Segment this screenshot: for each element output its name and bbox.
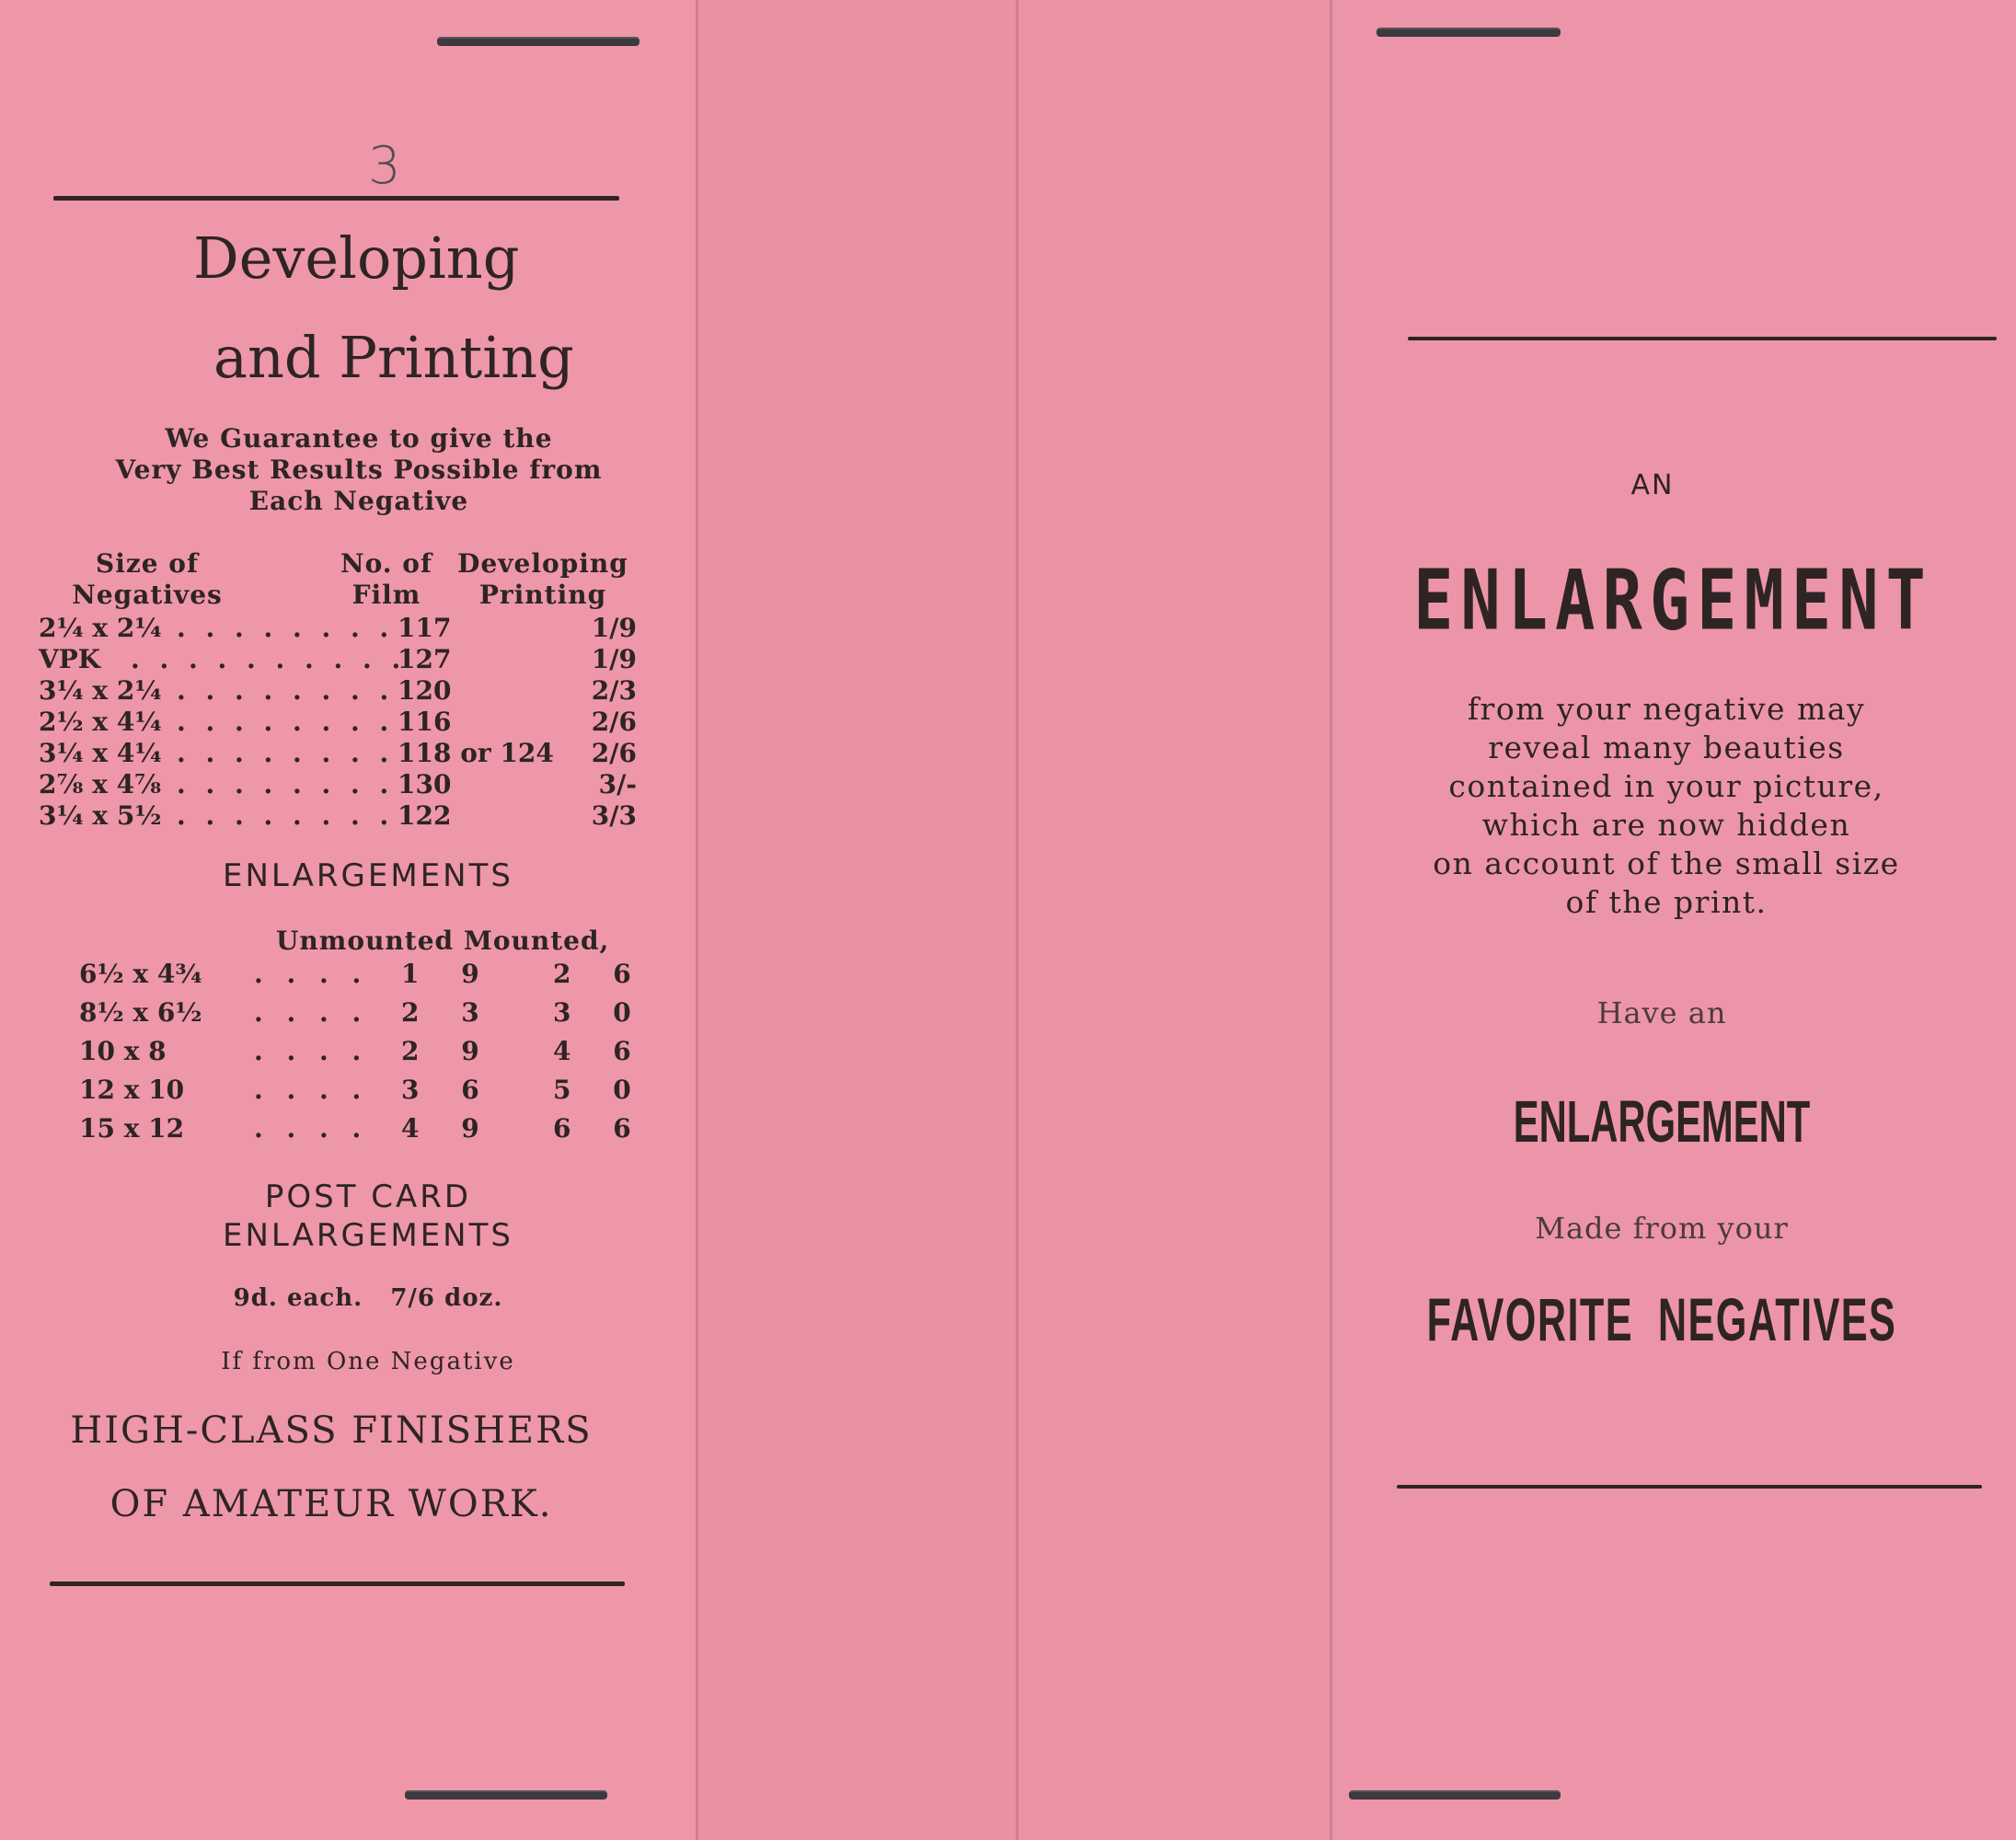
table-row [39, 675, 637, 707]
guarantee-line: Each Negative [248, 486, 469, 516]
header-film [313, 548, 460, 611]
neg-size: VPK [39, 644, 101, 674]
postcard-note: If from One Negative [221, 1348, 515, 1375]
enl-mounted: 3 0 [553, 997, 631, 1028]
table-row [79, 1113, 631, 1144]
header-film-line2: Film [351, 580, 421, 610]
title-line2: and Printing [213, 324, 574, 391]
neg-price: 3/- [598, 769, 637, 799]
enl-size: 10 x 8 [79, 1036, 167, 1066]
neg-film: 118 or 124 [397, 738, 554, 768]
enlargement-subheadline: ENLARGEMENT [1513, 1088, 1811, 1156]
neg-price: 3/3 [591, 800, 637, 831]
neg-size: 3¼ x 4¼ [39, 738, 162, 768]
made-from-text: Made from your [1535, 1211, 1789, 1246]
have-an-text: Have an [1596, 995, 1727, 1030]
neg-price: 1/9 [591, 644, 637, 674]
neg-film: 130 [397, 769, 452, 799]
staple [405, 1790, 607, 1800]
enl-unmounted: 1 9 [401, 959, 479, 989]
top-rule [1408, 337, 1997, 340]
leader-dots: . . . . [254, 1113, 369, 1144]
postcard-line1: POST CARD [264, 1179, 472, 1215]
enl-unmounted: 2 3 [401, 997, 479, 1028]
neg-size: 3¼ x 5½ [39, 800, 162, 831]
header-size-line2: Negatives [72, 580, 223, 610]
body-line: on account of the small size [1433, 845, 1900, 881]
staple [437, 37, 639, 46]
header-price [442, 548, 644, 611]
enlargement-headline: ENLARGEMENT [1413, 551, 1933, 649]
bottom-rule [1397, 1485, 1982, 1489]
body-line: reveal many beauties [1488, 730, 1845, 765]
enlargement-headers: Unmounted Mounted, [276, 926, 610, 956]
leader-dots: . . . . . . . . [177, 707, 395, 737]
neg-size: 2¼ x 2¼ [39, 613, 162, 643]
enl-mounted: 2 6 [553, 959, 631, 989]
handwritten-number: 3 [368, 136, 401, 196]
guarantee-line: We Guarantee to give the [165, 423, 553, 454]
leader-dots: . . . . [254, 959, 369, 989]
neg-size: 3¼ x 2¼ [39, 675, 162, 706]
body-line: from your negative may [1467, 691, 1866, 727]
neg-size: 2⅞ x 4⅞ [39, 769, 162, 799]
neg-film: 122 [397, 800, 452, 831]
guarantee-line: Very Best Results Possible from [115, 454, 603, 485]
header-film-line1: No. of [340, 548, 432, 579]
leader-dots: . . . . . . . . [177, 675, 395, 706]
enlargements-heading: ENLARGEMENTS [223, 857, 513, 894]
staple [1349, 1790, 1561, 1800]
postcard-price: 9d. each. 7/6 doz. [233, 1284, 503, 1312]
header-size-line1: Size of [95, 548, 200, 579]
right-panel [1331, 0, 2016, 1840]
enl-mounted: 4 6 [553, 1036, 631, 1066]
leader-dots: . . . . . . . . [177, 613, 395, 643]
staple [1377, 28, 1561, 37]
body-line: which are now hidden [1481, 807, 1851, 843]
header-price-line2: Printing [478, 580, 607, 610]
enl-size: 6½ x 4¾ [79, 959, 202, 989]
table-row [79, 1075, 631, 1106]
favorite-negatives: FAVORITE NEGATIVES [1426, 1285, 1897, 1354]
body-line: of the print. [1565, 884, 1768, 920]
neg-film: 117 [397, 613, 452, 643]
title-line1: Developing [193, 224, 520, 292]
leader-dots: . . . . . . . . . . [131, 644, 407, 674]
table-row [79, 1036, 631, 1067]
neg-price: 2/6 [591, 738, 637, 768]
finishers-line2: OF AMATEUR WORK. [109, 1483, 553, 1525]
an-label: AN [1630, 469, 1675, 501]
guarantee-text [37, 423, 681, 517]
neg-price: 2/6 [591, 707, 637, 737]
neg-film: 127 [397, 644, 452, 674]
table-row [39, 707, 637, 738]
finishers-line1: HIGH-CLASS FINISHERS [70, 1409, 593, 1452]
body-text [1331, 690, 2002, 922]
postcard-heading [55, 1178, 681, 1255]
leader-dots: . . . . . . . . [177, 800, 395, 831]
table-row [39, 644, 637, 675]
neg-price: 2/3 [591, 675, 637, 706]
enl-unmounted: 4 9 [401, 1113, 479, 1144]
enl-size: 8½ x 6½ [79, 997, 202, 1028]
enl-size: 12 x 10 [79, 1075, 185, 1105]
enl-mounted: 5 0 [553, 1075, 631, 1105]
enl-unmounted: 3 6 [401, 1075, 479, 1105]
neg-size: 2½ x 4¼ [39, 707, 162, 737]
table-row [79, 959, 631, 990]
leader-dots: . . . . . . . . [177, 769, 395, 799]
neg-price: 1/9 [591, 613, 637, 643]
leader-dots: . . . . . . . . [177, 738, 395, 768]
fold-line [696, 0, 698, 1840]
table-row [39, 613, 637, 644]
leader-dots: . . . . [254, 1075, 369, 1105]
table-row [79, 997, 631, 1029]
neg-film: 120 [397, 675, 452, 706]
fold-line [1016, 0, 1019, 1840]
table-row [39, 769, 637, 800]
leader-dots: . . . . [254, 1036, 369, 1066]
bottom-rule [50, 1581, 625, 1586]
header-size [37, 548, 258, 611]
top-rule [53, 196, 619, 201]
neg-film: 116 [397, 707, 452, 737]
enl-mounted: 6 6 [553, 1113, 631, 1144]
enl-unmounted: 2 9 [401, 1036, 479, 1066]
header-price-line1: Developing [457, 548, 628, 579]
middle-panel-left [697, 0, 1018, 1840]
enl-size: 15 x 12 [79, 1113, 185, 1144]
fold-line [1330, 0, 1332, 1840]
leader-dots: . . . . [254, 997, 369, 1028]
table-row [39, 800, 637, 832]
postcard-line2: ENLARGEMENTS [223, 1217, 513, 1254]
body-line: contained in your picture, [1448, 768, 1884, 804]
middle-panel-right [1018, 0, 1331, 1840]
left-panel [0, 0, 697, 1840]
table-row [39, 738, 637, 769]
